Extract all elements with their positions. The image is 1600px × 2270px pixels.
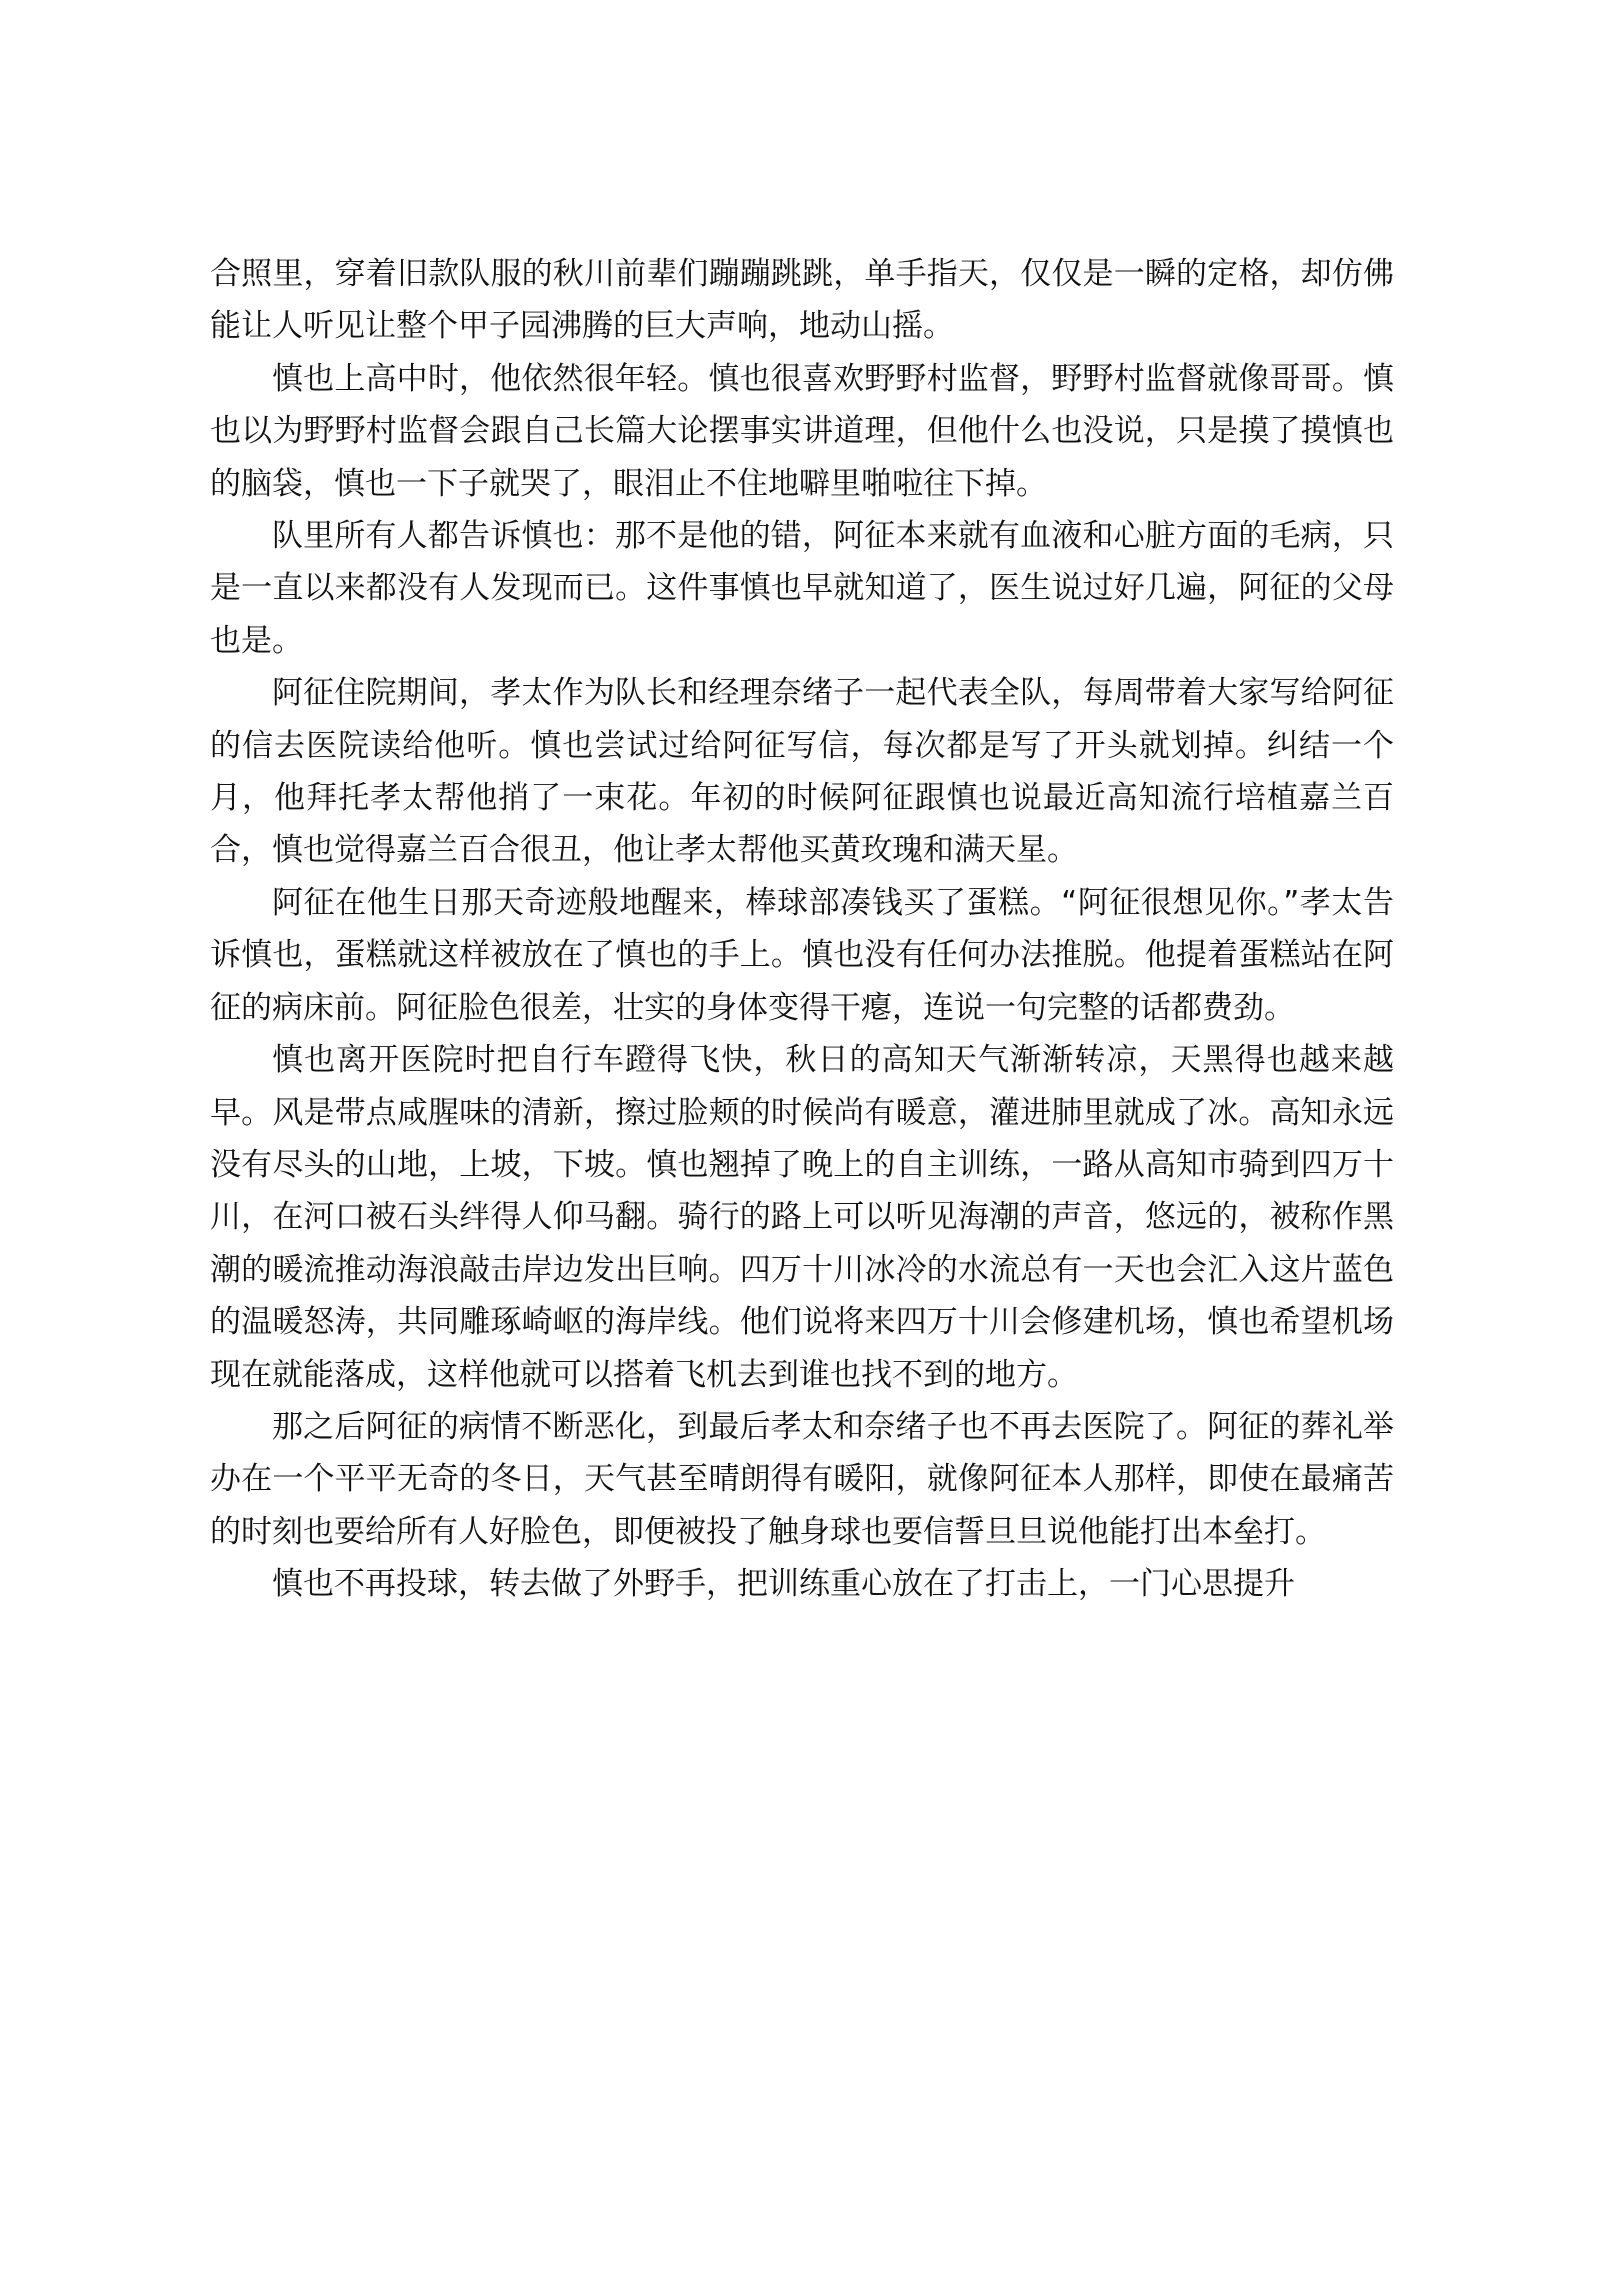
paragraph-3: 队里所有人都告诉慎也：那不是他的错，阿征本来就有血液和心脏方面的毛病，只是一直以来都没有人发现而已。这件事慎也早就知道了，医生说过好几遍，阿征的父母也是。 — [210, 518, 1394, 659]
body-text — [210, 248, 1394, 1611]
paragraph-1: 合照里，穿着旧款队服的秋川前辈们蹦蹦跳跳，单手指天，仅仅是一瞬的定格，却仿佛能让人听见让整个甲子园沸腾的巨大声响，地动山摇。 — [210, 256, 1394, 345]
paragraph-6: 慎也离开医院时把自行车蹬得飞快，秋日的高知天气渐渐转凉，天黑得也越来越早。风是带点咸腥味的清新，擦过脸颊的时候尚有暖意，灌进肺里就成了冰。高知永远没有尽头的山地，上坡，下坡。慎也翘掉了晚上的自主训练，一路从高知市骑到四万十川，在河口被石头绊得人仰马翻。骑行的路上可以听见海潮的声音，悠远的，被称作黑潮的暖流推动海浪敲击岸边发出巨响。四万十川冰冷的水流总有一天也会汇入这片蓝色的温暖怒涛，共同雕琢崎岖的海岸线。他们说将来四万十川会修建机场，慎也希望机场现在就能落成，这样他就可以搭着飞机去到谁也找不到的地方。 — [210, 1042, 1394, 1393]
paragraph-8: 慎也不再投球，转去做了外野手，把训练重心放在了打击上，一门心思提升 — [272, 1566, 1295, 1603]
paragraph-4: 阿征住院期间，孝太作为队长和经理奈绪子一起代表全队，每周带着大家写给阿征的信去医院读给他听。慎也尝试过给阿征写信，每次都是写了开头就划掉。纠结一个月，他拜托孝太帮他捎了一束花。年初的时候阿征跟慎也说最近高知流行培植嘉兰百合，慎也觉得嘉兰百合很丑，他让孝太帮他买黄玫瑰和满天星。 — [210, 675, 1394, 869]
paragraph-2: 慎也上高中时，他依然很年轻。慎也很喜欢野野村监督，野野村监督就像哥哥。慎也以为野野村监督会跟自己长篇大论摆事实讲道理，但他什么也没说，只是摸了摸慎也的脑袋，慎也一下子就哭了，眼泪止不住地噼里啪啦往下掉。 — [210, 360, 1394, 502]
paragraph-5: 阿征在他生日那天奇迹般地醒来，棒球部凑钱买了蛋糕。“阿征很想见你。”孝太告诉慎也，蛋糕就这样被放在了慎也的手上。慎也没有任何办法推脱。他提着蛋糕站在阿征的病床前。阿征脸色很差，壮实的身体变得干瘪，连说一句完整的话都费劲。 — [210, 884, 1394, 1026]
paragraph-7: 那之后阿征的病情不断恶化，到最后孝太和奈绪子也不再去医院了。阿征的葬礼举办在一个平平无奇的冬日，天气甚至晴朗得有暖阳，就像阿征本人那样，即使在最痛苦的时刻也要给所有人好脸色，即便被投了触身球也要信誓旦旦说他能打出本垒打。 — [210, 1408, 1394, 1550]
